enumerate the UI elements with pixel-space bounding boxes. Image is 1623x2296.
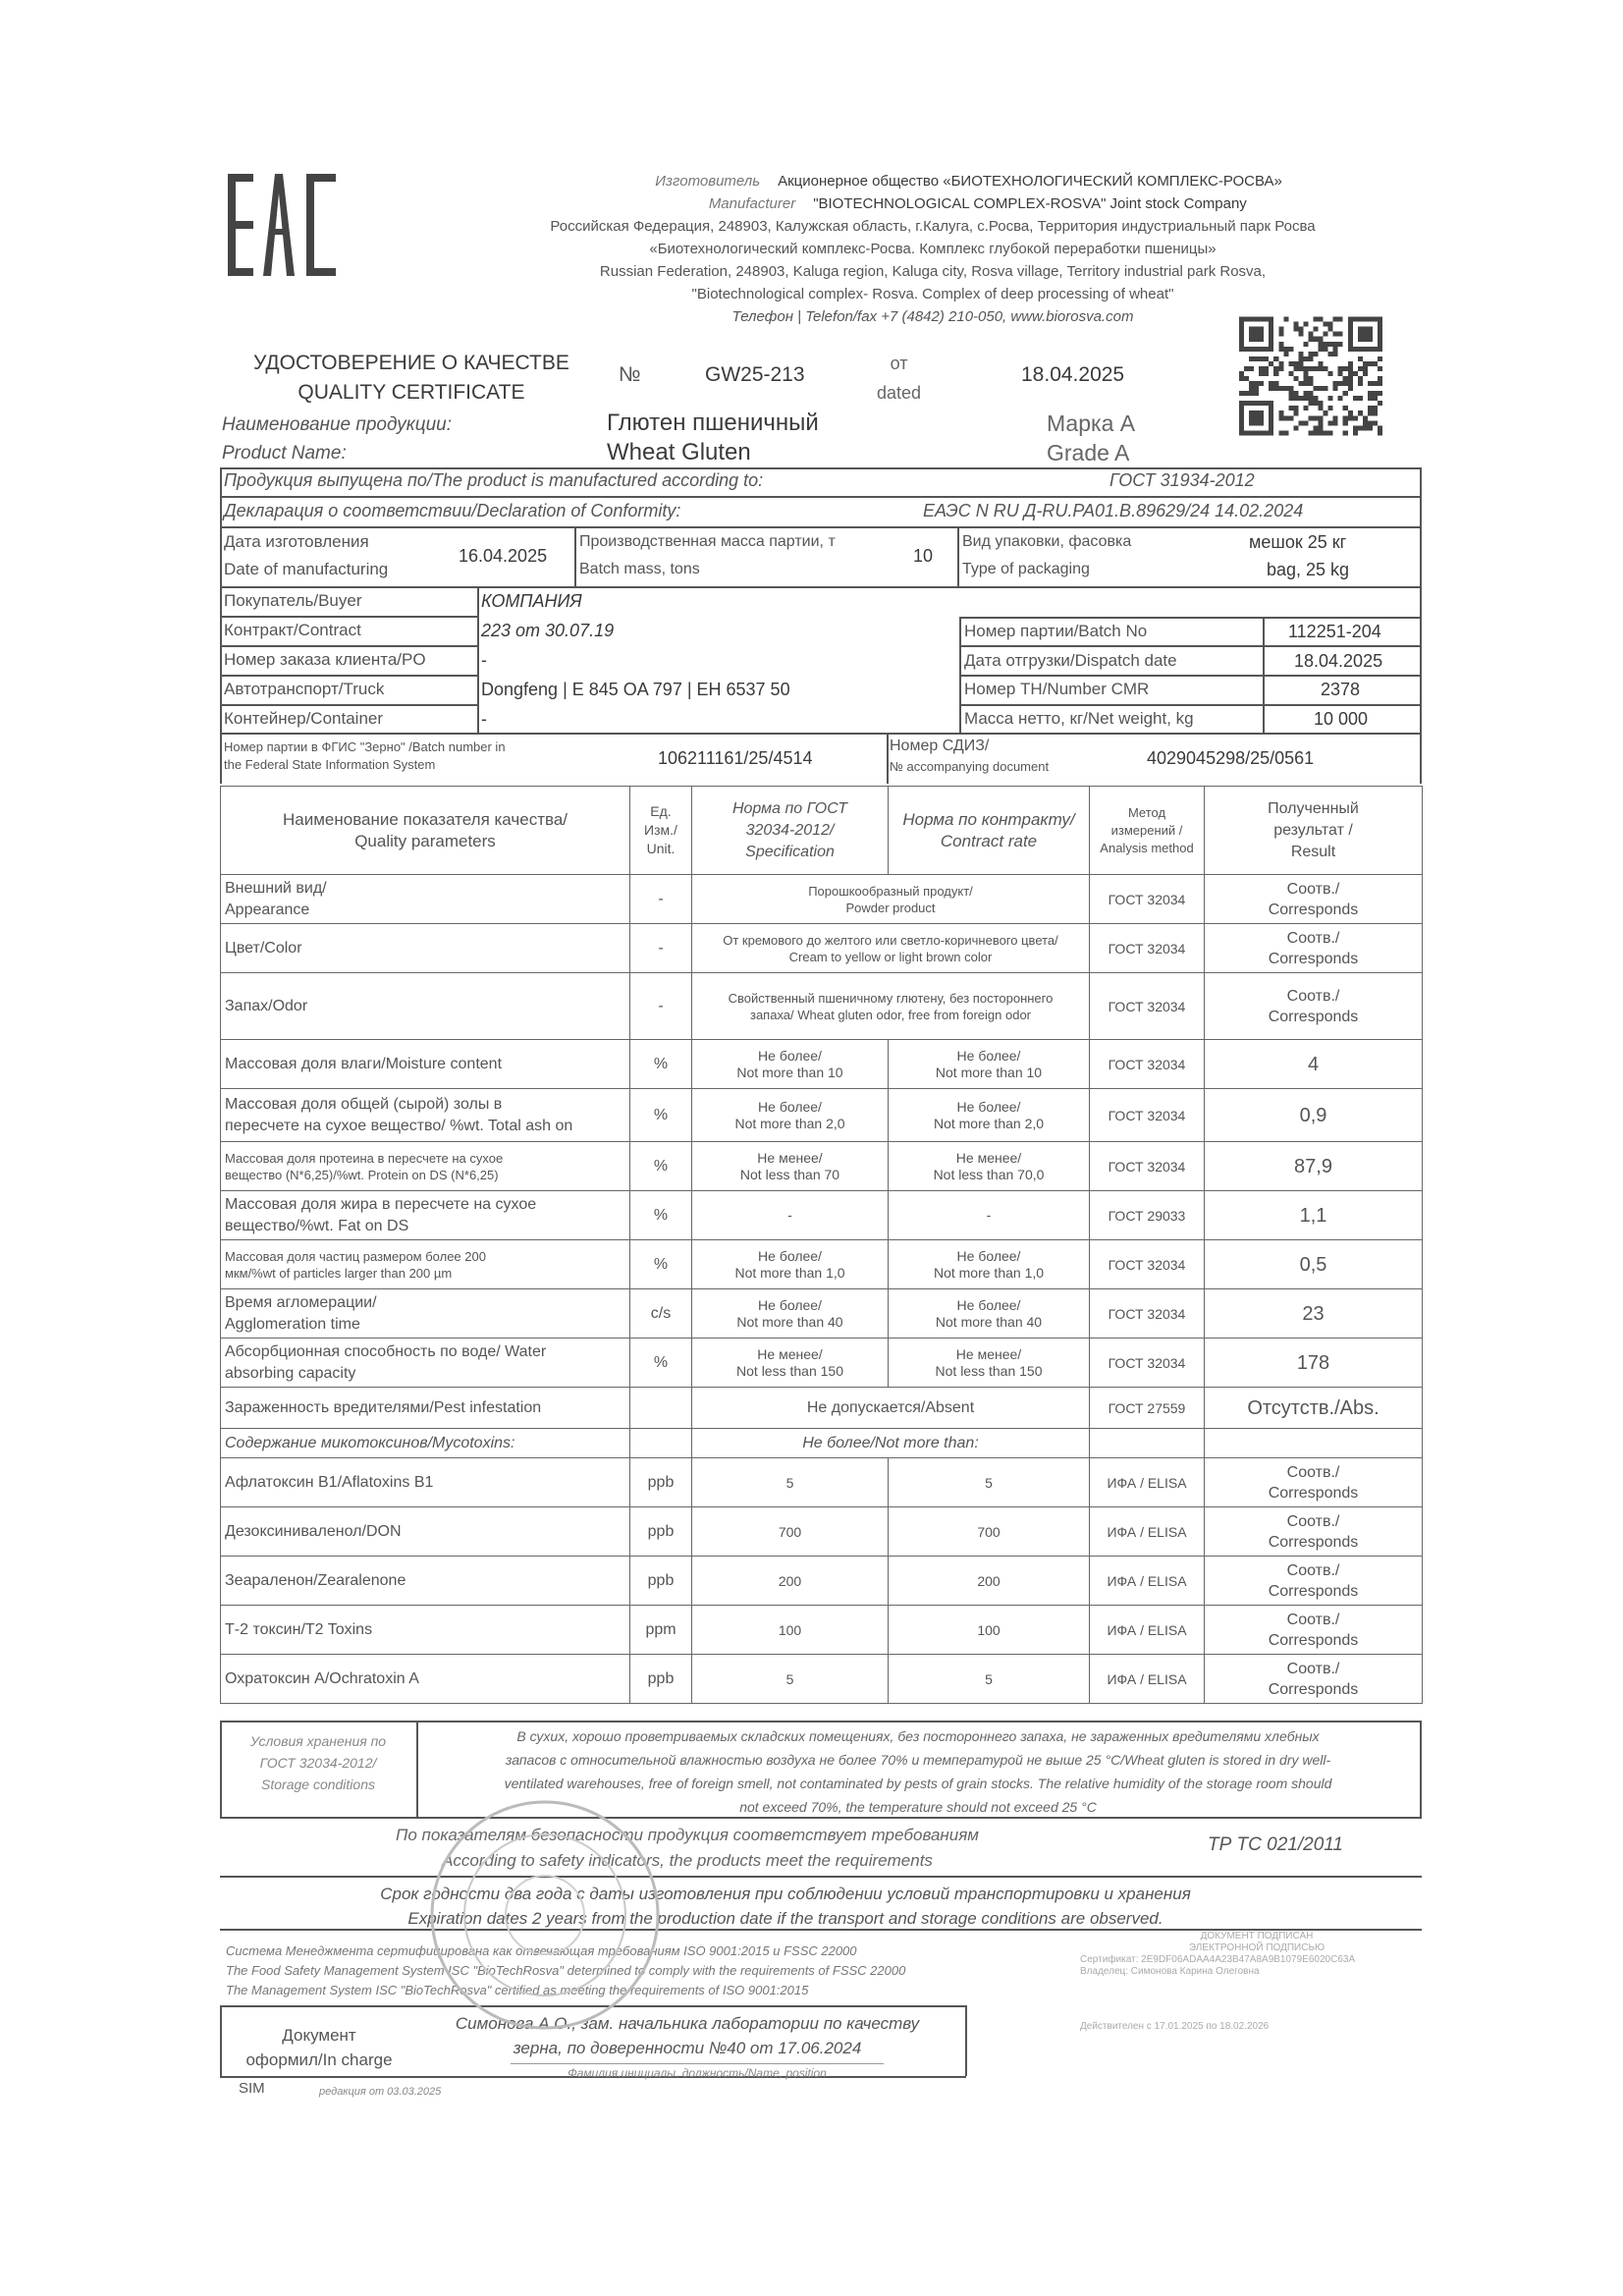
unit-cell: %: [630, 1142, 692, 1191]
truck-label: Автотранспорт/Truck: [224, 680, 385, 698]
sdiz-label-1: Номер СДИЗ/: [890, 738, 990, 754]
param-cell: Т-2 токсин/T2 Toxins: [221, 1606, 630, 1655]
unit-cell: %: [630, 1240, 692, 1289]
spec-cell: 5: [692, 1655, 889, 1704]
param-cell: Массовая доля частиц размером более 200 мкм/%wt of particles larger than 200 µm: [221, 1240, 630, 1289]
table-row: [221, 973, 1423, 1040]
dated-label: [877, 349, 921, 408]
management-system-note: Система Менеджмента сертифицирована как отвечающая требованиям ISO 9001:2015 и FSSC 22000 The Food Safety Management System ISC "BioTechRosva" determined to comply with the requirements of FSSC 22000 The Management System ISC "BioTechRosva" certified as meeting the requirements of ISO 9001:2015: [226, 1943, 906, 1997]
table-row: [221, 1191, 1423, 1240]
divider: [957, 526, 959, 587]
fgis-label-1: Номер партии в ФГИС "Зерно" /Batch number in: [224, 739, 506, 754]
contract-cell: 5: [889, 1655, 1090, 1704]
quality-parameters-table: [220, 786, 1423, 1704]
spec-cell: Не более/ Not more than 1,0: [692, 1240, 889, 1289]
divider: [220, 467, 1422, 469]
divider: [887, 733, 889, 784]
divider: [220, 2005, 222, 2076]
contract-cell: Не более/ Not more than 10: [889, 1040, 1090, 1089]
mfg-date-label-en: Date of manufacturing: [224, 560, 389, 578]
param-cell: Дезоксиниваленол/DON: [221, 1507, 630, 1557]
contract-cell: 700: [889, 1507, 1090, 1557]
manufactured-value: ГОСТ 31934-2012: [1109, 470, 1255, 490]
result-cell: 0,5: [1205, 1240, 1423, 1289]
divider: [220, 1876, 1422, 1878]
manufacturer-block: [412, 170, 1453, 328]
spec-cell: 200: [692, 1557, 889, 1606]
result-cell: Соотв./ Corresponds: [1205, 924, 1423, 973]
param-cell: Массовая доля общей (сырой) золы в пересчете на сухое вещество/ %wt. Total ash on: [221, 1089, 630, 1142]
safety-standard: ТР ТС 021/2011: [1208, 1834, 1344, 1855]
spec-cell: 100: [692, 1606, 889, 1655]
batch-mass-label-ru: Производственная масса партии, т: [579, 533, 836, 550]
product-grade-en: Grade A: [1047, 440, 1130, 465]
dated-label-ru: от: [890, 354, 908, 373]
expiry-statement: Срок годности два года с даты изготовления при соблюдении условий транспортировки и хранения Expiration dates 2 years from the production date if the transport and storage conditions are observed.: [380, 1885, 1191, 1928]
unit-cell: -: [630, 924, 692, 973]
result-cell: 4: [1205, 1040, 1423, 1089]
table-header-row: [221, 787, 1423, 875]
spec-cell: Не более/ Not more than 2,0: [692, 1089, 889, 1142]
round-stamp-icon: [422, 1792, 668, 2038]
result-cell: 1,1: [1205, 1191, 1423, 1240]
sim-mark: SIM: [239, 2080, 265, 2097]
qr-code-icon: [1239, 316, 1382, 436]
truck: Dongfeng | E 845 OA 797 | EH 6537 50: [481, 680, 790, 699]
document-in-charge-label: Документ оформил/In charge: [245, 2026, 393, 2069]
method-cell: ГОСТ 32034: [1090, 1240, 1205, 1289]
unit-cell: %: [630, 1040, 692, 1089]
divider: [477, 586, 479, 734]
table-row: [221, 1040, 1423, 1089]
address-en-1: Russian Federation, 248903, Kaluga region, Kaluga city, Rosva village, Territory industrial park Rosva,: [599, 263, 1267, 280]
unit-cell: c/s: [630, 1289, 692, 1339]
batch-mass: 10: [913, 546, 934, 566]
fgis-number: 106211161/25/4514: [658, 748, 813, 768]
norm-cell: Не допускается/Absent: [692, 1388, 1090, 1429]
person-in-charge: Симонова А.О., зам. начальника лаборатории по качеству зерна, по доверенности №40 от 17.06.2024: [455, 2014, 920, 2057]
packaging-ru: мешок 25 кг: [1249, 532, 1347, 552]
norm-cell: От кремового до желтого или светло-коричневого цвета/ Cream to yellow or light brown color: [692, 924, 1090, 973]
header-result: Полученный результат / Result: [1205, 787, 1423, 875]
param-cell: Массовая доля влаги/Moisture content: [221, 1040, 630, 1089]
result-cell: Соотв./ Corresponds: [1205, 1606, 1423, 1655]
divider: [1420, 467, 1422, 587]
conformity-value: ЕАЭС N RU Д-RU.PA01.B.89629/24 14.02.2024: [923, 501, 1304, 520]
spec-cell: 700: [692, 1507, 889, 1557]
method-cell: ИФА / ELISA: [1090, 1458, 1205, 1507]
divider: [511, 2063, 884, 2064]
param-cell: Внешний вид/ Appearance: [221, 875, 630, 924]
contract: 223 от 30.07.19: [481, 621, 615, 640]
packaging-label-en: Type of packaging: [962, 561, 1090, 577]
eac-logo-icon: [224, 172, 342, 280]
electronic-signature: ДОКУМЕНТ ПОДПИСАН ЭЛЕКТРОННОЙ ПОДПИСЬЮ Сертификат: 2E9DF06ADAA4A23B47A8A9B1079E6020C63A Владелец: Симонова Карина Олеговна Действителен с 17.01.2025 по 18.02.2026: [1080, 1931, 1356, 2032]
spec-cell: 5: [692, 1458, 889, 1507]
cmr-label: Номер ТН/Number CMR: [964, 680, 1150, 698]
divider: [220, 733, 1422, 735]
spec-cell: Не менее/ Not less than 70: [692, 1142, 889, 1191]
certificate-number-label: №: [619, 363, 641, 386]
param-cell: Цвет/Color: [221, 924, 630, 973]
po-label: Номер заказа клиента/PO: [224, 650, 426, 669]
unit-cell: ppb: [630, 1458, 692, 1507]
divider: [220, 586, 222, 734]
certificate-number: GW25-213: [705, 363, 805, 386]
product-name: [607, 409, 819, 467]
method-cell: ГОСТ 32034: [1090, 973, 1205, 1040]
param-cell: Абсорбционная способность по воде/ Water absorbing capacity: [221, 1339, 630, 1388]
sdiz-number: 4029045298/25/0561: [1147, 748, 1315, 768]
mfg-date-label-ru: Дата изготовления: [224, 532, 369, 551]
batch-no: 112251-204: [1288, 622, 1381, 641]
product-name-label-en: Product Name:: [222, 443, 347, 464]
result-cell: Соотв./ Corresponds: [1205, 875, 1423, 924]
po: -: [481, 650, 487, 670]
table-row: [221, 1289, 1423, 1339]
method-cell: ИФА / ELISA: [1090, 1507, 1205, 1557]
table-row: [221, 1089, 1423, 1142]
product-grade-ru: Марка А: [1047, 410, 1136, 436]
method-cell: ГОСТ 29033: [1090, 1191, 1205, 1240]
divider: [1420, 586, 1422, 734]
batch-no-label: Номер партии/Batch No: [964, 622, 1148, 640]
result-cell: Соотв./ Corresponds: [1205, 1507, 1423, 1557]
spec-cell: Не более/ Not more than 10: [692, 1040, 889, 1089]
dispatch-label: Дата отгрузки/Dispatch date: [964, 651, 1177, 670]
buyer: КОМПАНИЯ: [481, 591, 582, 611]
unit-cell: ppb: [630, 1557, 692, 1606]
result-cell: 0,9: [1205, 1089, 1423, 1142]
result-cell: Соотв./ Corresponds: [1205, 973, 1423, 1040]
divider: [1420, 1721, 1422, 1817]
method-cell: ИФА / ELISA: [1090, 1655, 1205, 1704]
table-row: [221, 1557, 1423, 1606]
product-name-label-ru: Наименование продукции:: [222, 414, 453, 435]
header-spec: Норма по ГОСТ 32034-2012/ Specification: [692, 787, 889, 875]
header-contract: Норма по контракту/ Contract rate: [889, 787, 1090, 875]
result-cell: Соотв./ Corresponds: [1205, 1557, 1423, 1606]
phone: Телефон | Telefon/fax +7 (4842) 210-050, www.biorosva.com: [731, 308, 1134, 325]
contract-cell: Не менее/ Not less than 150: [889, 1339, 1090, 1388]
method-cell: ГОСТ 32034: [1090, 1142, 1205, 1191]
unit-cell: %: [630, 1191, 692, 1240]
unit-cell: -: [630, 973, 692, 1040]
divider: [220, 1721, 1422, 1722]
revision-date: редакция от 03.03.2025: [319, 2086, 442, 2098]
divider: [574, 526, 576, 587]
contract-cell: Не более/ Not more than 2,0: [889, 1089, 1090, 1142]
unit-cell: ppb: [630, 1655, 692, 1704]
table-row: [221, 1606, 1423, 1655]
result-cell: 178: [1205, 1339, 1423, 1388]
result-cell: Соотв./ Corresponds: [1205, 1655, 1423, 1704]
contract-cell: 200: [889, 1557, 1090, 1606]
manufacturer-en: "BIOTECHNOLOGICAL COMPLEX-ROSVA" Joint stock Company: [813, 195, 1247, 212]
divider: [220, 467, 222, 587]
table-row: [221, 1142, 1423, 1191]
contract-cell: 100: [889, 1606, 1090, 1655]
param-cell: Зараженность вредителями/Pest infestation: [221, 1388, 630, 1429]
dispatch-date: 18.04.2025: [1294, 651, 1383, 671]
spec-cell: -: [692, 1191, 889, 1240]
divider: [220, 1817, 1422, 1819]
spec-cell: Не менее/ Not less than 150: [692, 1339, 889, 1388]
container: -: [481, 709, 487, 729]
spec-cell: Не более/ Not more than 40: [692, 1289, 889, 1339]
divider: [416, 1721, 418, 1817]
fgis-label-2: the Federal State Information System: [224, 757, 436, 772]
param-cell: Афлатоксин B1/Aflatoxins B1: [221, 1458, 630, 1507]
manufacturer-label-en: Manufacturer: [708, 195, 796, 212]
mycotoxins-label: Содержание микотоксинов/Mycotoxins:: [221, 1429, 630, 1458]
contract-cell: Не менее/ Not less than 70,0: [889, 1142, 1090, 1191]
norm-cell: Свойственный пшеничному глютену, без постороннего запаха/ Wheat gluten odor, free from foreign odor: [692, 973, 1090, 1040]
method-cell: ГОСТ 32034: [1090, 1040, 1205, 1089]
param-cell: Запах/Odor: [221, 973, 630, 1040]
divider: [1420, 733, 1422, 784]
certificate-title: [253, 349, 569, 408]
norm-cell: Порошкообразный продукт/ Powder product: [692, 875, 1090, 924]
contract-cell: 5: [889, 1458, 1090, 1507]
sdiz-label-2: № accompanying document: [890, 759, 1050, 774]
safety-statement: По показателям безопасности продукция соответствует требованиям According to safety indicators, the products meet the requirements: [396, 1826, 979, 1870]
unit-cell: %: [630, 1339, 692, 1388]
method-cell: ГОСТ 32034: [1090, 1339, 1205, 1388]
unit-cell: -: [630, 875, 692, 924]
result-cell: Отсутств./Abs.: [1205, 1388, 1423, 1429]
divider: [965, 2005, 967, 2076]
product-name-ru: Глютен пшеничный: [607, 410, 819, 436]
param-cell: Охратоксин А/Ochratoxin A: [221, 1655, 630, 1704]
mfg-date: 16.04.2025: [459, 546, 548, 566]
storage-label: Условия хранения по ГОСТ 32034-2012/ Storage conditions: [249, 1733, 387, 1792]
mycotoxins-header-row: [221, 1429, 1423, 1458]
header-param: Наименование показателя качества/ Quality parameters: [221, 787, 630, 875]
method-cell: ИФА / ELISA: [1090, 1606, 1205, 1655]
unit-cell: %: [630, 1089, 692, 1142]
unit-cell: ppb: [630, 1507, 692, 1557]
unit-cell: ppm: [630, 1606, 692, 1655]
product-name-en: Wheat Gluten: [607, 439, 751, 465]
certificate-title-en: QUALITY CERTIFICATE: [298, 381, 525, 404]
contract-cell: Не более/ Not more than 40: [889, 1289, 1090, 1339]
method-cell: ГОСТ 27559: [1090, 1388, 1205, 1429]
method-cell: ГОСТ 32034: [1090, 1289, 1205, 1339]
conformity-label: Декларация о соответствии/Declaration of Conformity:: [224, 501, 681, 520]
certificate-title-ru: УДОСТОВЕРЕНИЕ О КАЧЕСТВЕ: [253, 352, 569, 374]
manufacturer-label-ru: Изготовитель: [655, 173, 761, 190]
param-cell: Массовая доля протеина в пересчете на сухое вещество (N*6,25)/%wt. Protein on DS (N*6,25): [221, 1142, 630, 1191]
packaging-en: bag, 25 kg: [1267, 560, 1350, 579]
table-row: [221, 1339, 1423, 1388]
manufactured-label: Продукция выпущена по/The product is manufactured according to:: [224, 470, 764, 490]
result-cell: 23: [1205, 1289, 1423, 1339]
net-weight: 10 000: [1314, 709, 1369, 729]
name-position-caption: Фамилия,инициалы, должность/Name, position: [568, 2066, 827, 2080]
table-row: [221, 1240, 1423, 1289]
table-row: [221, 924, 1423, 973]
dated-label-en: dated: [877, 383, 922, 403]
divider: [220, 1721, 222, 1817]
container-label: Контейнер/Container: [224, 709, 384, 728]
storage-conditions: В сухих, хорошо проветриваемых складских помещениях, без постороннего запаха, не зараженных вредителями хлебных запасов с относительной влажностью воздуха не более 70% и температурой не выше 25 °C/Wheat gluten is stored in dry well- ventilated warehouses, free of foreign smell, not contaminated by pests of grain stocks. The relative humidity of the storage room should not exceed 70%, the temperature should not exceed 25 °C: [504, 1728, 1332, 1815]
address-en-2: "Biotechnological complex- Rosva. Complex of deep processing of wheat": [691, 286, 1174, 302]
result-cell: Соотв./ Corresponds: [1205, 1458, 1423, 1507]
divider: [220, 733, 222, 784]
param-cell: Время агломерации/ Agglomeration time: [221, 1289, 630, 1339]
contract-cell: -: [889, 1191, 1090, 1240]
table-row: [221, 1655, 1423, 1704]
header-method: Метод измерений / Analysis method: [1090, 787, 1205, 875]
manufacturer-ru: Акционерное общество «БИОТЕХНОЛОГИЧЕСКИЙ КОМПЛЕКС-РОСВА»: [778, 173, 1282, 190]
method-cell: ГОСТ 32034: [1090, 1089, 1205, 1142]
certificate-date: 18.04.2025: [1021, 363, 1125, 386]
table-row: [221, 875, 1423, 924]
unit-cell: [630, 1388, 692, 1429]
table-row: [221, 1458, 1423, 1507]
net-weight-label: Масса нетто, кг/Net weight, kg: [964, 709, 1194, 728]
method-cell: ГОСТ 32034: [1090, 875, 1205, 924]
product-name-label: [222, 410, 452, 467]
method-cell: ИФА / ELISA: [1090, 1557, 1205, 1606]
result-cell: 87,9: [1205, 1142, 1423, 1191]
method-cell: ГОСТ 32034: [1090, 924, 1205, 973]
cmr: 2378: [1321, 680, 1361, 699]
table-row: [221, 1507, 1423, 1557]
product-grade: [1047, 409, 1135, 467]
param-cell: Зеараленон/Zearalenone: [221, 1557, 630, 1606]
contract-label: Контракт/Contract: [224, 621, 361, 639]
divider: [220, 586, 1422, 588]
table-row: [221, 1388, 1423, 1429]
header-unit: Ед. Изм./ Unit.: [630, 787, 692, 875]
batch-mass-label-en: Batch mass, tons: [579, 561, 700, 577]
address-ru-2: «Биотехнологический комплекс-Росва. Комплекс глубокой переработки пшеницы»: [649, 241, 1217, 257]
address-ru-1: Российская Федерация, 248903, Калужская область, г.Калуга, с.Росва, Территория индустриальный парк Росва: [550, 218, 1316, 235]
contract-cell: Не более/ Not more than 1,0: [889, 1240, 1090, 1289]
divider: [220, 496, 1422, 498]
packaging-label-ru: Вид упаковки, фасовка: [962, 533, 1132, 550]
mycotoxins-norm: Не более/Not more than:: [692, 1429, 1090, 1458]
buyer-label: Покупатель/Buyer: [224, 591, 362, 610]
param-cell: Массовая доля жира в пересчете на сухое вещество/%wt. Fat on DS: [221, 1191, 630, 1240]
